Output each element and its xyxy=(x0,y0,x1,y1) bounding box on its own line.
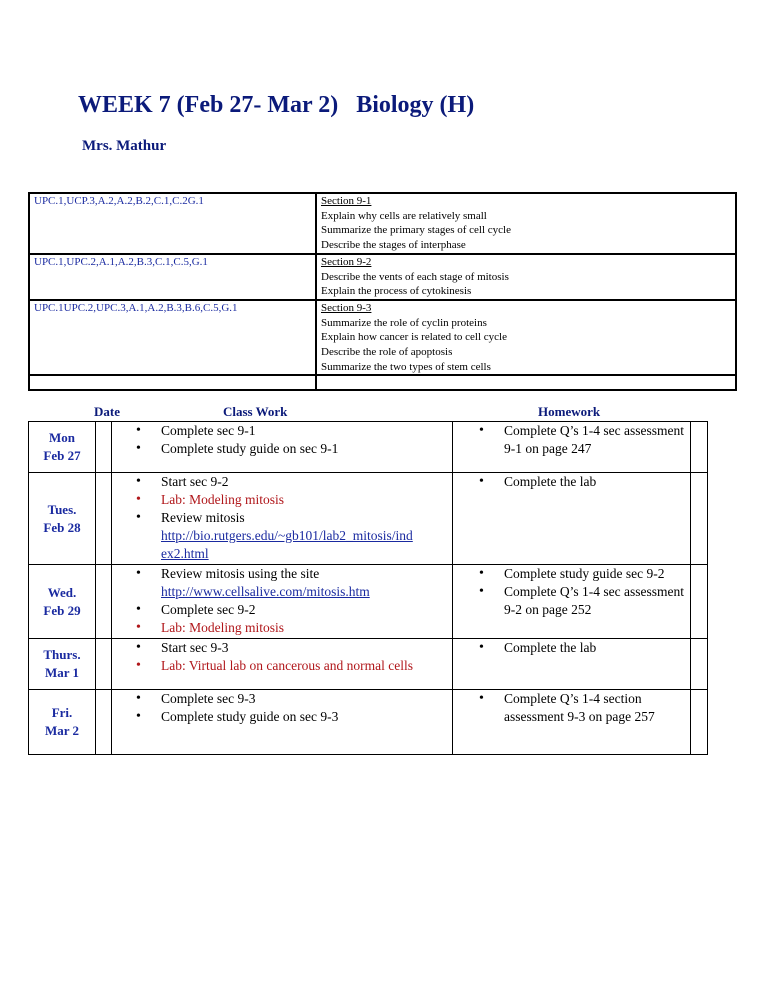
classwork-item xyxy=(112,565,452,601)
objective: Summarize the two types of stem cells xyxy=(321,360,491,373)
classwork-item-text: Review mitosis xyxy=(161,510,245,525)
homework-item: • Complete Q’s 1-4 section assessment 9-3 on page 257 xyxy=(453,690,690,726)
spacer-cell xyxy=(96,565,112,639)
objective: Describe the vents of each stage of mitosis xyxy=(321,270,509,283)
section-objectives xyxy=(316,254,736,300)
day-cell xyxy=(29,639,96,690)
classwork-item-text: Review mitosis using the site xyxy=(161,566,320,581)
spacer-cell xyxy=(691,639,708,690)
section-title: Section 9-2 xyxy=(321,255,372,268)
section-title: Section 9-3 xyxy=(321,301,372,314)
date-header: Date xyxy=(94,404,120,419)
homework-cell xyxy=(453,422,691,473)
page-title: WEEK 7 (Feb 27- Mar 2) Biology (H) xyxy=(78,92,475,118)
table-row xyxy=(29,690,708,755)
homework-cell xyxy=(453,473,691,565)
spacer-cell xyxy=(96,690,112,755)
cellsalive-link[interactable]: http://www.cellsalive.com/mitosis.htm xyxy=(161,584,370,599)
day-name: Thurs. xyxy=(43,647,81,662)
spacer-cell xyxy=(96,639,112,690)
table-row xyxy=(29,254,736,300)
spacer-cell xyxy=(691,690,708,755)
day-name: Fri. xyxy=(51,705,73,720)
day-date: Mar 2 xyxy=(44,723,80,738)
table-row xyxy=(29,473,708,565)
classwork-item: • Complete study guide on sec 9-1 xyxy=(112,440,452,458)
classwork-cell xyxy=(112,422,453,473)
classwork-item: • Complete study guide on sec 9-3 xyxy=(112,708,452,726)
day-cell xyxy=(29,565,96,639)
lab-item: • Lab: Modeling mitosis xyxy=(112,491,452,509)
day-cell xyxy=(29,473,96,565)
day-date: Feb 27 xyxy=(43,448,81,463)
spacer-cell xyxy=(691,565,708,639)
homework-cell xyxy=(453,690,691,755)
table-row-empty xyxy=(29,375,736,390)
homework-item: • Complete Q’s 1-4 sec assessment 9-1 on page 247 xyxy=(453,422,690,458)
objective: Explain how cancer is related to cell cycle xyxy=(321,331,507,344)
lab-item: • Lab: Modeling mitosis xyxy=(112,619,452,637)
objective: Describe the role of apoptosis xyxy=(321,346,453,359)
homework-cell xyxy=(453,565,691,639)
table-row xyxy=(29,422,708,473)
classwork-cell xyxy=(112,565,453,639)
classwork-header: Class Work xyxy=(223,404,288,419)
standards-codes: UPC.1UPC.2,UPC.3,A.1,A.2,B.3,B.6,C.5,G.1 xyxy=(29,300,316,376)
spacer-cell xyxy=(96,473,112,565)
standards-table xyxy=(28,192,737,391)
classwork-item: • Start sec 9-3 xyxy=(112,639,452,657)
standards-codes: UPC.1,UCP.3,A.2,A.2,B.2,C.1,C.2G.1 xyxy=(29,193,316,254)
objective: Describe the stages of interphase xyxy=(321,239,466,252)
objective: Explain why cells are relatively small xyxy=(321,209,487,222)
homework-item: • Complete study guide sec 9-2 xyxy=(453,565,690,583)
day-cell xyxy=(29,422,96,473)
empty-cell xyxy=(316,375,736,390)
homework-item: • Complete the lab xyxy=(453,639,690,657)
objective: Summarize the primary stages of cell cycle xyxy=(321,224,511,237)
homework-header: Homework xyxy=(538,404,601,419)
objective: Summarize the role of cyclin proteins xyxy=(321,316,487,329)
teacher-name: Mrs. Mathur xyxy=(82,138,167,154)
table-row xyxy=(29,639,708,690)
day-name: Mon xyxy=(49,430,75,445)
table-row xyxy=(29,300,736,376)
day-name: Wed. xyxy=(47,584,77,600)
classwork-item xyxy=(112,509,452,563)
classwork-item: • Complete sec 9-1 xyxy=(112,422,452,440)
homework-item: • Complete Q’s 1-4 sec assessment 9-2 on page 252 xyxy=(453,583,690,619)
day-date: Feb 29 xyxy=(43,602,81,618)
day-date: Mar 1 xyxy=(44,665,80,680)
mitosis-lab-link[interactable]: http://bio.rutgers.edu/~gb101/lab2_mitosis/ind ex2.html xyxy=(161,528,413,561)
standards-codes: UPC.1,UPC.2,A.1,A.2,B.3,C.1,C.5,G.1 xyxy=(29,254,316,300)
spacer-cell xyxy=(96,422,112,473)
homework-cell xyxy=(453,639,691,690)
classwork-cell xyxy=(112,690,453,755)
lab-item: • Lab: Virtual lab on cancerous and normal cells xyxy=(112,657,452,675)
section-objectives xyxy=(316,300,736,376)
day-name: Tues. xyxy=(47,501,77,517)
section-title: Section 9-1 xyxy=(321,195,372,207)
table-row xyxy=(29,193,736,254)
section-objectives xyxy=(316,193,736,254)
classwork-item: • Start sec 9-2 xyxy=(112,473,452,491)
spacer-cell xyxy=(691,473,708,565)
classwork-item: • Complete sec 9-3 xyxy=(112,690,452,708)
classwork-cell xyxy=(112,473,453,565)
schedule-table xyxy=(28,421,708,755)
day-cell xyxy=(29,690,96,755)
classwork-item: • Complete sec 9-2 xyxy=(112,601,452,619)
homework-item: • Complete the lab xyxy=(453,473,690,491)
empty-cell xyxy=(29,375,316,390)
table-row xyxy=(29,565,708,639)
classwork-cell xyxy=(112,639,453,690)
spacer-cell xyxy=(691,422,708,473)
day-date: Feb 28 xyxy=(43,519,81,535)
objective: Explain the process of cytokinesis xyxy=(321,285,472,298)
